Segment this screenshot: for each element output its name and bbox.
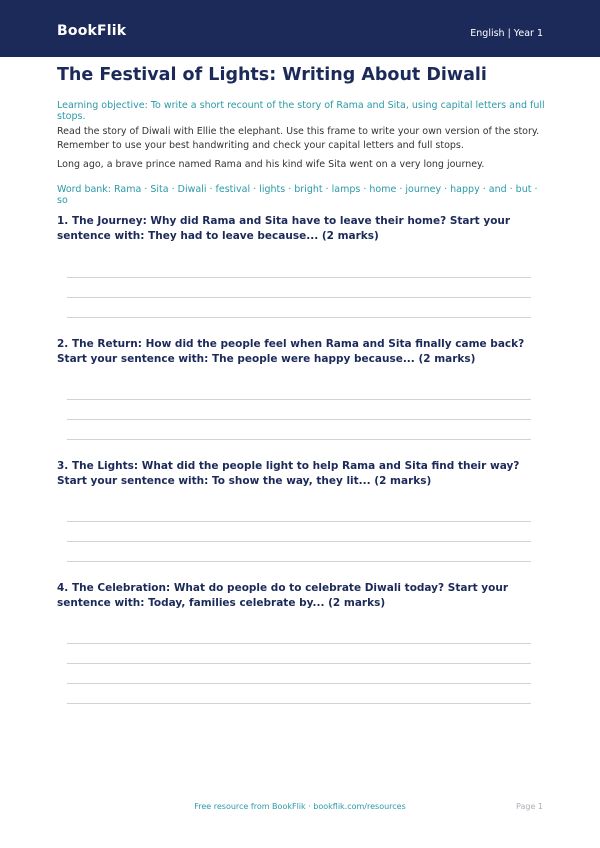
answer-line[interactable]: [67, 399, 531, 400]
question-3: 3. The Lights: What did the people light to help Rama and Sita find their way? Start your sentence with: To show the way, they lit... (2 marks): [57, 460, 520, 487]
question-4: 4. The Celebration: What do people do to celebrate Diwali today? Start your sentence with: Today, families celebrate by... (2 marks): [57, 582, 509, 609]
footer-source-link[interactable]: Free resource from BookFlik · bookflik.com/resources: [194, 802, 406, 811]
answer-line[interactable]: [67, 521, 531, 522]
answer-line[interactable]: [67, 317, 531, 318]
question-1: 1. The Journey: Why did Rama and Sita have to leave their home? Start your sentence with: They had to leave because... (2 marks): [57, 215, 511, 242]
page-header: [0, 0, 600, 57]
answer-line[interactable]: [67, 561, 531, 562]
answer-line[interactable]: [67, 439, 531, 440]
answer-line[interactable]: [67, 683, 531, 684]
word-bank: Word bank: Rama · Sita · Diwali · festival · lights · bright · lamps · home · journey · happy · and · but · so: [57, 184, 538, 206]
subject-year-label: English | Year 1: [470, 28, 543, 39]
answer-line[interactable]: [67, 663, 531, 664]
answer-line[interactable]: [67, 277, 531, 278]
worksheet-title: The Festival of Lights: Writing About Diwali: [57, 65, 487, 85]
brand-logo-text: BookFlik: [57, 23, 127, 39]
story-opening-sentence: Long ago, a brave prince named Rama and his kind wife Sita went on a very long journey.: [57, 159, 485, 170]
answer-line[interactable]: [67, 297, 531, 298]
page-number: Page 1: [516, 802, 543, 811]
instructions-text: Read the story of Diwali with Ellie the elephant. Use this frame to write your own version of the story. Remember to use your best handwriting and check your capital letters and full stops.: [57, 126, 540, 151]
answer-line[interactable]: [67, 643, 531, 644]
answer-line[interactable]: [67, 703, 531, 704]
answer-line[interactable]: [67, 541, 531, 542]
question-2: 2. The Return: How did the people feel when Rama and Sita finally came back? Start your sentence with: The people were happy because... (2 marks): [57, 338, 525, 365]
answer-line[interactable]: [67, 419, 531, 420]
learning-objective: Learning objective: To write a short recount of the story of Rama and Sita, using capital letters and full stops.: [57, 100, 545, 122]
